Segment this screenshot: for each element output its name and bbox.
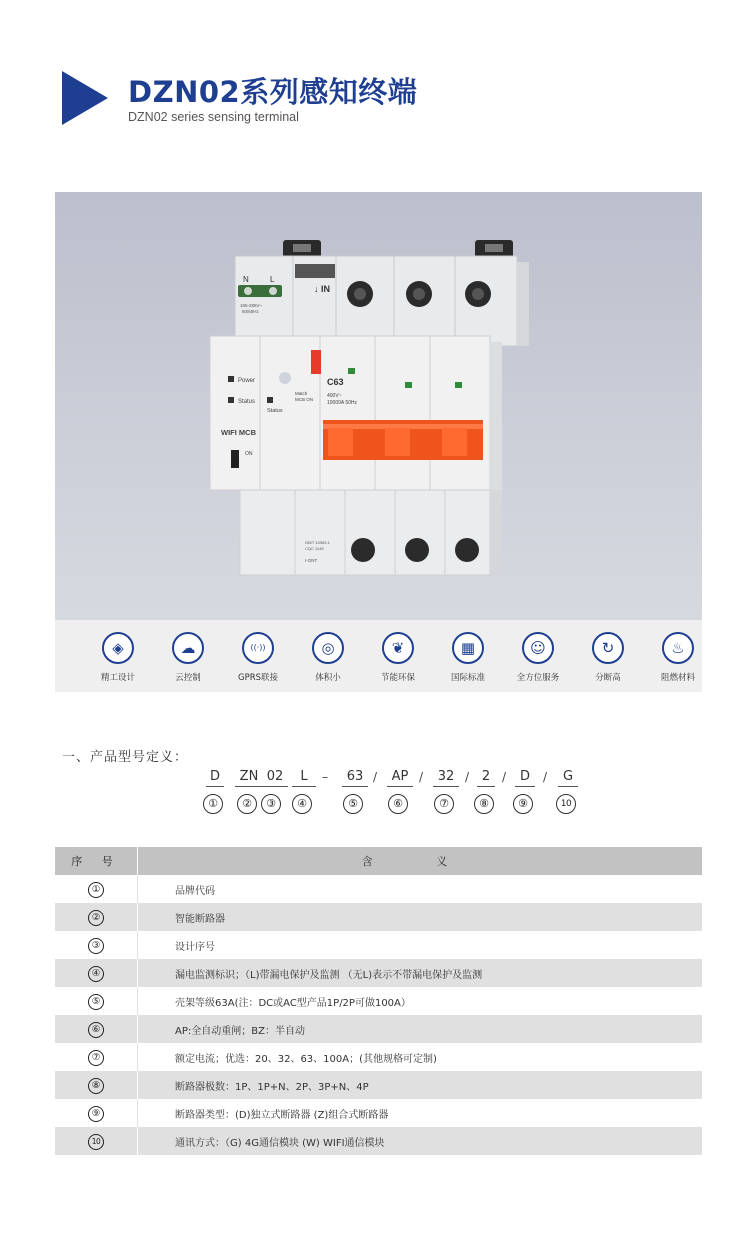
table-row [55,987,702,1015]
feature-label: 国际标准 [450,673,485,683]
row-number [55,881,137,898]
column-divider [137,875,138,903]
match-label: Match [295,391,308,396]
column-divider [137,1127,138,1155]
table-row [55,903,702,931]
standard-label-1: GB/T 10963.1 [305,540,330,545]
code-marker: ① [203,794,223,814]
code-part: G [558,769,578,787]
status2-label: Status [267,408,283,414]
feature-label: 云控制 [175,673,201,683]
handle [328,428,353,456]
feature-label: 分断高 [595,673,621,683]
design-icon: ◈ [102,632,134,664]
row-number [55,909,137,926]
code-part: D [515,769,535,787]
table-row [55,1071,702,1099]
compact-icon: ◎ [312,632,344,664]
bottom-screw-terminal [455,538,479,562]
feature-label: 精工设计 [100,673,135,683]
match-button [279,372,291,384]
feature-item [288,632,368,683]
feature-label: 全方位服务 [516,673,560,683]
top-window [295,264,335,278]
row-number-circle: ⑨ [88,1106,104,1122]
out-label: I-ONT [305,558,318,563]
standard-label-2: CQC 1145 [305,546,324,551]
code-slash: / [419,770,424,784]
capacity-label: 10000A 50Hz [327,400,358,406]
page-title: DZN02系列感知终端 [128,75,418,109]
row-number [55,937,137,954]
column-divider [137,1043,138,1071]
product-illustration [55,192,702,620]
terminal-screw [244,287,252,295]
on-label: ON [245,451,253,457]
definition-table [55,847,702,1155]
code-part: 63 [342,769,368,787]
table-row [55,931,702,959]
row-meaning: 设计序号 [175,941,215,953]
row-number-circle: 10 [88,1134,104,1150]
mcb-on-label: MCB ON [295,397,313,402]
page-subtitle: DZN02 series sensing terminal [128,110,299,124]
code-part: ZN [235,769,263,787]
code-part: AP [387,769,413,787]
feature-item [638,632,718,683]
feature-label: 体积小 [315,673,341,683]
row-number-circle: ③ [88,938,104,954]
feature-item [148,632,228,683]
row-number [55,965,137,982]
feature-item [428,632,508,683]
table-row [55,1015,702,1043]
header-no: 序 号 [71,855,121,868]
row-meaning: 漏电监测标识；（L)带漏电保护及监测 （无L)表示不带漏电保护及监测 [175,969,483,981]
breaker-bottom-housing [240,490,490,575]
column-divider [137,1099,138,1127]
table-row [55,875,702,903]
row-number [55,1021,137,1038]
rail-clip-slot [293,244,311,252]
code-part: D [206,769,224,787]
wifi-mcb-label: WIFI MCB [221,428,256,437]
terminal-l-label: L [270,275,275,284]
breaker-front-face [210,336,490,490]
column-divider [137,959,138,987]
code-marker: ⑤ [343,794,363,814]
breaking-icon: ↻ [592,632,624,664]
bottom-screw-terminal [351,538,375,562]
green-indicator [405,382,412,388]
row-meaning: 断路器类型：(D)独立式断路器 (Z)组合式断路器 [175,1109,389,1121]
column-divider [137,903,138,931]
column-divider [137,931,138,959]
code-marker: ② [237,794,257,814]
row-number-circle: ① [88,882,104,898]
row-number-circle: ⑥ [88,1022,104,1038]
screw-head [413,288,425,300]
column-divider [137,1071,138,1099]
terminal-spec1: 155-285V~ [240,303,263,308]
green-indicator [455,382,462,388]
column-divider [137,847,138,875]
on-switch [231,450,239,468]
feature-item [218,632,298,683]
code-slash: / [373,770,378,784]
standard-icon: ▦ [452,632,484,664]
status2-led [267,397,273,403]
red-trip-indicator [311,350,321,374]
feature-strip [55,620,702,692]
row-meaning: 智能断路器 [175,913,225,925]
row-number [55,1049,137,1066]
handle [385,428,410,456]
row-meaning: 壳架等级63A(注：DC或AC型产品1P/2P可做100A） [175,997,411,1009]
code-marker: ④ [292,794,312,814]
signal-icon: ((·)) [242,632,274,664]
code-slash: / [465,770,470,784]
column-divider [137,1015,138,1043]
terminal-screw [269,287,277,295]
cloud-icon: ☁ [172,632,204,664]
flame-icon: ♨ [662,632,694,664]
table-row [55,1127,702,1155]
row-meaning: 断路器极数：1P、1P+N、2P、3P+N、4P [175,1081,369,1093]
terminal-spec2: 50/60Hz [242,309,259,314]
feature-label: 节能环保 [380,673,415,683]
table-row [55,1043,702,1071]
code-marker: ③ [261,794,281,814]
status-label: Status [238,399,256,405]
section-heading: 一、产品型号定义： [62,750,189,765]
row-number-circle: ⑤ [88,994,104,1010]
power-led [228,376,234,382]
terminal-n-label: N [243,275,249,284]
product-photo [55,192,702,620]
table-row [55,959,702,987]
breaker-side [517,262,529,346]
voltage-label: 400V~ [327,393,342,399]
column-divider [137,987,138,1015]
row-number [55,1133,137,1150]
code-slash: / [543,770,548,784]
smile-icon: ☺ [522,632,554,664]
code-part: L [292,769,316,787]
status-led [228,397,234,403]
row-number-circle: ⑧ [88,1078,104,1094]
code-marker: ⑦ [434,794,454,814]
code-slash: / [502,770,507,784]
feature-item [568,632,648,683]
row-number [55,993,137,1010]
code-marker: ⑧ [474,794,494,814]
screw-head [472,288,484,300]
table-row [55,1099,702,1127]
bottom-side [490,490,502,570]
code-dash: – [322,770,328,784]
row-meaning: 通讯方式：（G) 4G通信模块 (W) WIFI通信模块 [175,1137,385,1149]
face-side [490,342,502,490]
green-indicator [348,368,355,374]
title-triangle-icon [62,71,108,125]
table-header-row [55,847,702,875]
code-marker: 10 [556,794,576,814]
handle [442,428,467,456]
row-meaning: 额定电流；优选：20、32、63、100A；(其他规格可定制) [175,1053,437,1065]
in-label: ↓ IN [314,284,331,294]
feature-item [78,632,158,683]
row-number-circle: ④ [88,966,104,982]
feature-label: GPRS联接 [237,673,278,683]
row-meaning: 品牌代码 [175,885,215,897]
code-part: 02 [262,769,288,787]
row-number-circle: ⑦ [88,1050,104,1066]
row-number [55,1077,137,1094]
row-number [55,1105,137,1122]
code-marker: ⑨ [513,794,533,814]
leaf-icon: ❦ [382,632,414,664]
code-part: 32 [433,769,459,787]
rail-clip-slot [485,244,503,252]
feature-item [358,632,438,683]
feature-item [498,632,578,683]
power-label: Power [238,378,256,384]
code-part: 2 [477,769,495,787]
feature-label: 阻燃材料 [660,673,695,683]
code-marker: ⑥ [388,794,408,814]
row-number-circle: ② [88,910,104,926]
rating-label: C63 [327,377,344,387]
bottom-screw-terminal [405,538,429,562]
header-meaning: 含 义 [361,855,478,868]
screw-head [354,288,366,300]
row-meaning: AP:全自动重闸；BZ：半自动 [175,1025,305,1037]
